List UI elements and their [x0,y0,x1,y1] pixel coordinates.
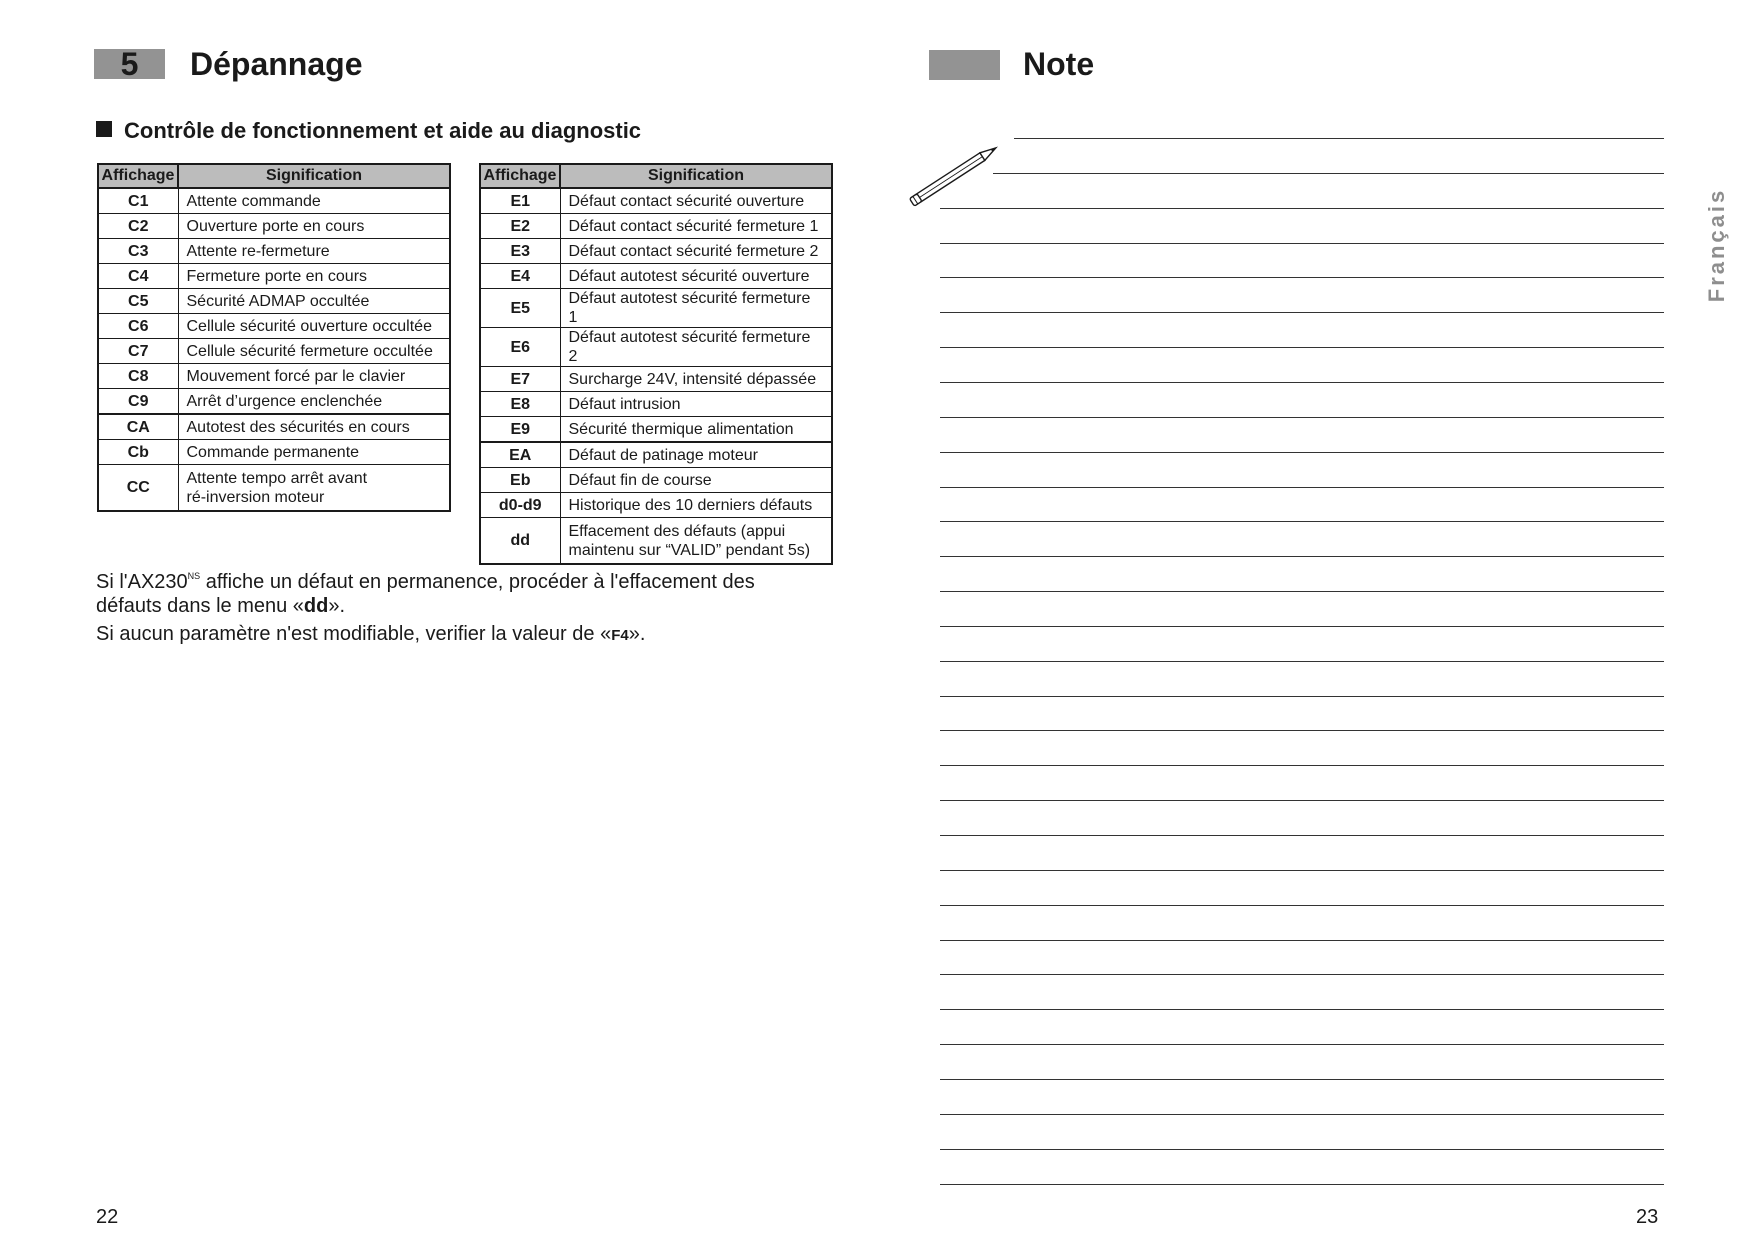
note-line [940,905,1664,906]
table-row [480,289,832,328]
paragraph-text: ». [628,623,646,645]
note-line [940,940,1664,941]
code-cell: C6 [98,314,178,339]
code-cell: E8 [480,392,560,417]
section-number: 5 [94,49,165,79]
table-row [480,214,832,239]
note-line [940,277,1664,278]
note-line [940,521,1664,522]
table-row [480,264,832,289]
table-row [480,239,832,264]
diagnostic-table-e-codes [479,163,833,565]
table-row [98,364,450,389]
note-line [940,452,1664,453]
code-cell: C4 [98,264,178,289]
table-row [480,442,832,468]
code-cell: C8 [98,364,178,389]
table-row [480,468,832,493]
page-number-right: 23 [1636,1206,1659,1228]
column-header-meaning: Signification [560,164,832,188]
meaning-cell: Cellule sécurité ouverture occultée [178,314,450,339]
note-line [940,800,1664,801]
meaning-cell: Arrêt d’urgence enclenchée [178,389,450,415]
meaning-cell: Cellule sécurité fermeture occultée [178,339,450,364]
note-line [940,974,1664,975]
meaning-cell: Fermeture porte en cours [178,264,450,289]
note-line [993,173,1664,174]
code-cell: C3 [98,239,178,264]
paragraph-text: défauts dans le menu « [96,595,304,617]
code-cell: E6 [480,328,560,367]
code-cell: E5 [480,289,560,328]
meaning-cell: Défaut de patinage moteur [560,442,832,468]
table-row [480,518,832,565]
meaning-cell: Ouverture porte en cours [178,214,450,239]
note-line [1014,138,1664,139]
note-line [940,1079,1664,1080]
meaning-cell: Sécurité ADMAP occultée [178,289,450,314]
code-cell: C1 [98,188,178,214]
table-body [480,188,832,564]
note-line [940,208,1664,209]
note-line [940,730,1664,731]
meaning-cell: Défaut autotest sécurité ouverture [560,264,832,289]
note-line [940,661,1664,662]
table-row [98,339,450,364]
code-cell: E3 [480,239,560,264]
meaning-line: Effacement des défauts (appui [568,522,786,540]
section-marker-box [929,50,1000,80]
meaning-cell: Surcharge 24V, intensité dépassée [560,367,832,392]
subheading-text: Contrôle de fonctionnement et aide au diagnostic [124,118,642,143]
meaning-cell [560,518,832,565]
table-body [98,188,450,511]
table-row [480,328,832,367]
paragraph-text: Si aucun paramètre n'est modifiable, verifier la valeur de « [96,623,612,645]
note-line [940,556,1664,557]
column-header-display: Affichage [480,164,560,188]
note-line [940,835,1664,836]
table-row [98,289,450,314]
note-line [940,765,1664,766]
language-label: Français [1704,187,1729,303]
meaning-cell: Défaut autotest sécurité fermeture 1 [560,289,832,328]
table-row [98,414,450,440]
note-line [940,696,1664,697]
meaning-line: ré-inversion moteur [186,488,325,506]
note-title: Note [1023,46,1095,82]
paragraph-default-clear [96,564,755,618]
meaning-cell: Sécurité thermique alimentation [560,417,832,443]
meaning-cell: Mouvement forcé par le clavier [178,364,450,389]
code-cell: E2 [480,214,560,239]
code-cell: CA [98,414,178,440]
table-row [480,392,832,417]
code-cell: Cb [98,440,178,465]
meaning-cell: Défaut contact sécurité fermeture 2 [560,239,832,264]
meaning-cell: Défaut fin de course [560,468,832,493]
note-line [940,347,1664,348]
code-cell: C7 [98,339,178,364]
table-row [480,188,832,214]
code-cell: E4 [480,264,560,289]
meaning-line: maintenu sur “VALID” pendant 5s) [568,541,811,559]
column-header-meaning: Signification [178,164,450,188]
note-line [940,1149,1664,1150]
meaning-line: Attente tempo arrêt avant [186,469,368,487]
meaning-cell: Historique des 10 derniers défauts [560,493,832,518]
paragraph-text: affiche un défaut en permanence, procéder à l'effacement des [200,571,755,593]
note-line [940,487,1664,488]
square-bullet-icon [96,121,112,137]
menu-dd-label: dd [303,595,329,617]
table-row [480,417,832,443]
meaning-cell: Défaut contact sécurité ouverture [560,188,832,214]
meaning-cell: Défaut autotest sécurité fermeture 2 [560,328,832,367]
paragraph-check-f4 [96,622,645,648]
code-cell: d0-d9 [480,493,560,518]
meaning-cell: Autotest des sécurités en cours [178,414,450,440]
meaning-cell [178,465,450,512]
note-line [940,870,1664,871]
code-cell: E7 [480,367,560,392]
code-cell: Eb [480,468,560,493]
column-header-display: Affichage [98,164,178,188]
page-number-left: 22 [96,1206,119,1228]
table-row [98,188,450,214]
paragraph-text: Si l'AX230 [96,571,188,593]
code-cell: dd [480,518,560,565]
paragraph-text: ». [328,595,346,617]
note-line [940,312,1664,313]
parameter-f4-label: F4 [611,627,629,644]
note-line [940,1044,1664,1045]
meaning-cell: Commande permanente [178,440,450,465]
table-row [98,314,450,339]
meaning-cell: Défaut intrusion [560,392,832,417]
table-row [98,214,450,239]
note-line [940,1009,1664,1010]
table-row [98,264,450,289]
superscript-ns: NS [187,571,201,581]
note-line [940,1114,1664,1115]
language-side-tab [1700,187,1734,303]
meaning-cell: Défaut contact sécurité fermeture 1 [560,214,832,239]
code-cell: E9 [480,417,560,443]
section-title: Dépannage [190,46,363,82]
table-row [98,389,450,415]
code-cell: C9 [98,389,178,415]
note-line [940,1184,1664,1185]
note-line [940,243,1664,244]
meaning-cell: Attente re-fermeture [178,239,450,264]
note-line [940,591,1664,592]
note-line [940,626,1664,627]
code-cell: CC [98,465,178,512]
meaning-cell: Attente commande [178,188,450,214]
subheading [96,118,641,144]
table-row [480,367,832,392]
code-cell: EA [480,442,560,468]
pencil-icon [900,138,1010,212]
code-cell: E1 [480,188,560,214]
code-cell: C2 [98,214,178,239]
note-line [940,417,1664,418]
table-row [98,465,450,512]
table-row [98,239,450,264]
table-row [98,440,450,465]
code-cell: C5 [98,289,178,314]
table-row [480,493,832,518]
note-line [940,382,1664,383]
diagnostic-table-c-codes [97,163,451,512]
